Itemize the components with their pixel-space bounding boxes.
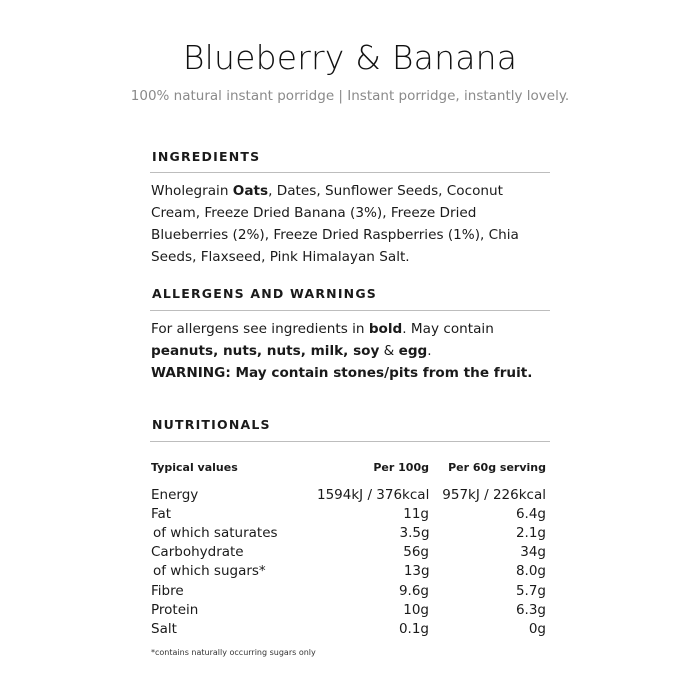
ingredients-heading: INGREDIENTS: [152, 149, 261, 164]
col-per-100g: Per 100g: [373, 460, 429, 474]
product-subtitle: 100% natural instant porridge | Instant porridge, instantly lovely.: [130, 88, 570, 104]
allergens-divider: [150, 310, 550, 311]
table-row: of which sugars* 13g 8.0g: [153, 563, 546, 580]
ingredient-bold-oats: Oats: [232, 183, 269, 199]
table-row: of which saturates 3.5g 2.1g: [153, 524, 546, 541]
ingredients-divider: [150, 172, 550, 173]
col-typical-values: Typical values: [151, 460, 238, 474]
allergens-heading: ALLERGENS AND WARNINGS: [152, 286, 378, 301]
nutritionals-heading: NUTRITIONALS: [152, 417, 271, 432]
product-title: Blueberry & Banana: [182, 38, 518, 77]
ingredients-text: Wholegrain Oats, Dates, Sunflower Seeds, Coconut Cream, Freeze Dried Banana (3%), Freeze Dried Blueberries (2%), Freeze Dried Raspberries (1%), Chia Seeds, Flaxseed, Pink Himalayan Salt.: [151, 183, 519, 265]
nutrition-table: [151, 457, 546, 639]
nutritionals-divider: [150, 441, 550, 442]
table-row: Carbohydrate 56g 34g: [151, 544, 546, 561]
allergens-text: For allergens see ingredients in bold. May contain peanuts, nuts, nuts, milk, soy & egg. WARNING: May contain stones/pits from the fruit.: [151, 321, 533, 381]
col-per-serving: Per 60g serving: [448, 460, 546, 474]
nutrition-header-row: [151, 457, 546, 477]
table-row: Fat 11g 6.4g: [151, 505, 546, 522]
table-row: Salt 0.1g 0g: [151, 620, 546, 637]
fruit-warning: WARNING: May contain stones/pits from the fruit.: [151, 365, 533, 381]
table-row: Fibre 9.6g 5.7g: [151, 582, 546, 599]
sugars-footnote: *contains naturally occurring sugars only: [151, 648, 316, 657]
table-row: Energy 1594kJ / 376kcal 957kJ / 226kcal: [151, 486, 546, 503]
table-row: Protein 10g 6.3g: [151, 601, 546, 618]
